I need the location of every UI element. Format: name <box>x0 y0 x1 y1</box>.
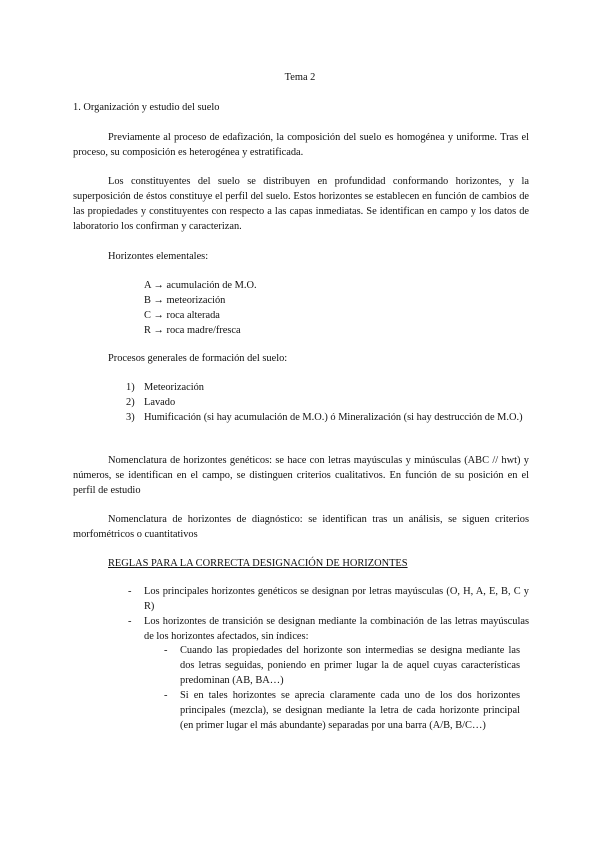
list-number: 1) <box>126 382 135 393</box>
regla-subitem: Si en tales horizontes se aprecia claramente cada uno de los dos horizontes principales (mezcla), se designan mediante la letra de cada horizonte principal (en primer lugar el más abundante) separadas por una barra (A/B, B/C…) <box>180 690 520 731</box>
paragraph-nomenclatura-diagnostico: Nomenclatura de horizontes de diagnóstico: se identifican tras un análisis, se siguen criterios morfométricos o cuantitativos <box>73 514 529 540</box>
horizontes-heading: Horizontes elementales: <box>108 251 209 262</box>
list-number: 2) <box>126 397 135 408</box>
proceso-item: Humificación (si hay acumulación de M.O.) ó Mineralización (si hay destrucción de M.O.) <box>144 412 523 423</box>
list-number: 3) <box>126 412 135 423</box>
page-title: Tema 2 <box>284 72 316 83</box>
dash-bullet: - <box>128 616 132 627</box>
regla-item: Los horizontes de transición se designan mediante la combinación de las letras mayúsculas de los horizontes afectados, sin índices: <box>144 616 529 642</box>
dash-bullet: - <box>164 690 168 701</box>
horizonte-item: B → meteorización <box>144 295 226 306</box>
horizonte-item: C → roca alterada <box>144 310 220 321</box>
dash-bullet: - <box>128 586 132 597</box>
proceso-item: Lavado <box>144 397 176 408</box>
paragraph-nomenclatura-geneticos: Nomenclatura de horizontes genéticos: se hace con letras mayúsculas y minúsculas (ABC // hwt) y números, se identifican en el campo, se distinguen criterios cualitativos. En función de su posición en el perfil de estudio <box>73 455 529 496</box>
paragraph-constituyentes: Los constituyentes del suelo se distribuyen en profundidad conformando horizontes, y la superposición de éstos constituye el perfil del suelo. Estos horizontes se establecen en función de cambios de las propiedades y constituyentes con respecto a las capas inmediatas. Se identifican en campo y los datos de laboratorio los confirman y caracterizan. <box>73 176 529 232</box>
proceso-item: Meteorización <box>144 382 205 393</box>
reglas-heading: REGLAS PARA LA CORRECTA DESIGNACIÓN DE HORIZONTES <box>108 558 408 569</box>
dash-bullet: - <box>164 645 168 656</box>
paragraph-intro: Previamente al proceso de edafización, la composición del suelo es homogénea y uniforme. Tras el proceso, su composición es heterogénea y estratificada. <box>73 132 529 158</box>
section-heading: 1. Organización y estudio del suelo <box>73 102 220 113</box>
regla-subitem: Cuando las propiedades del horizonte son intermedias se designa mediante las dos letras seguidas, poniendo en primer lugar la de aquel cuyas características predominan (AB, BA…) <box>180 645 520 686</box>
horizonte-item: R → roca madre/fresca <box>144 325 241 336</box>
horizonte-item: A → acumulación de M.O. <box>144 280 257 291</box>
regla-item: Los principales horizontes genéticos se designan por letras mayúsculas (O, H, A, E, B, C y R) <box>144 586 529 612</box>
procesos-heading: Procesos generales de formación del suelo: <box>108 353 288 364</box>
